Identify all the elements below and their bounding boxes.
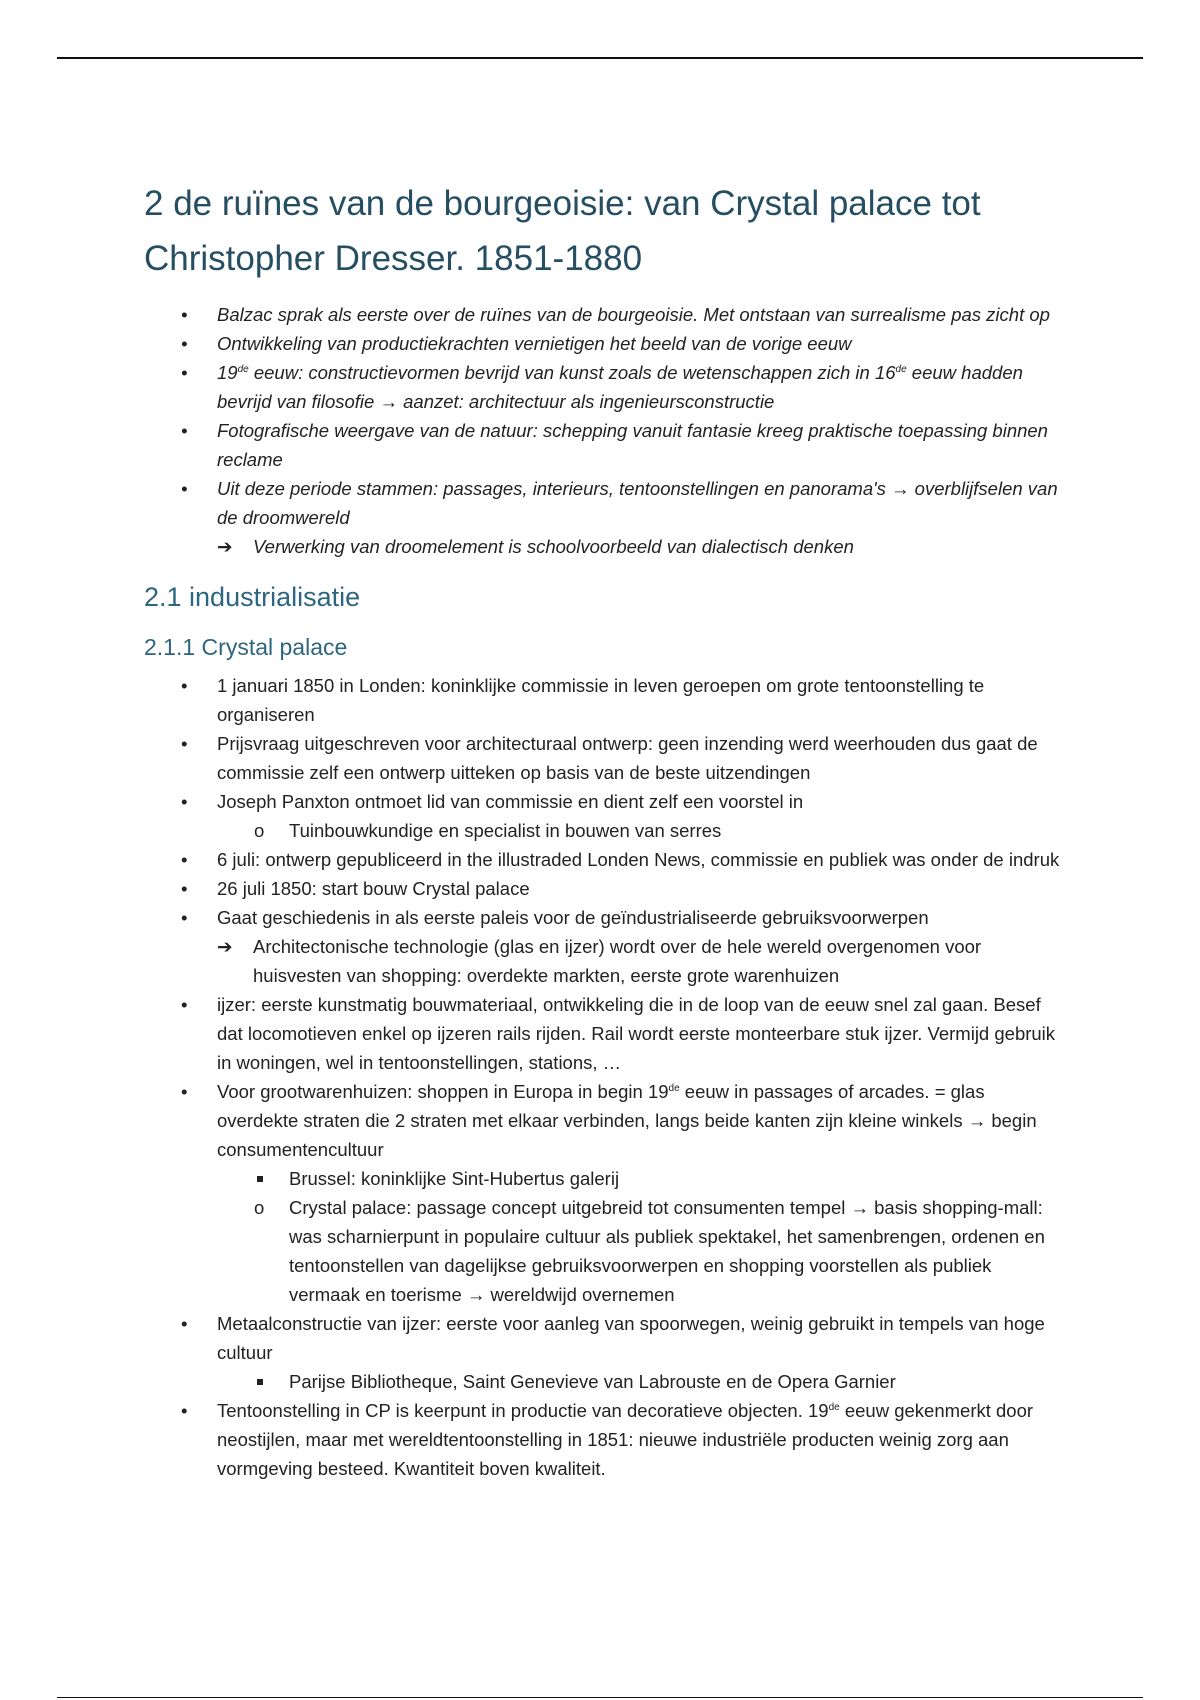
list-item: • 19de eeuw: constructievormen bevrijd van kunst zoals de wetenschappen zich in 16de eeuw hadden bevrijd van filosofie → aanzet: architectuur als ingenieursconstructie [144,358,1064,416]
intro-list [144,300,1064,561]
crystal-palace-list [144,671,1064,1483]
list-item: • Joseph Panxton ontmoet lid van commissie en dient zelf een voorstel in [144,787,1064,816]
subsection-heading: 2.1.1 Crystal palace [144,634,348,660]
list-item: • 26 juli 1850: start bouw Crystal palace [144,874,1064,903]
footer-rule [57,1697,1143,1698]
arrow-icon: ➔ [217,536,233,557]
list-item: • Balzac sprak als eerste over de ruïnes van de bourgeoisie. Met ontstaan van surrealisme pas zicht op [144,300,1064,329]
list-item: Brussel: koninklijke Sint-Hubertus galerij [144,1164,1064,1193]
list-item: ➔ Verwerking van droomelement is schoolvoorbeeld van dialectisch denken [144,532,1064,561]
list-item: • Metaalconstructie van ijzer: eerste voor aanleg van spoorwegen, weinig gebruikt in tempels van hoge cultuur [144,1309,1064,1367]
list-item: • ijzer: eerste kunstmatig bouwmateriaal, ontwikkeling die in de loop van de eeuw snel zal gaan. Besef dat locomotieven enkel op ijzeren rails rijden. Rail wordt eerste monteerbare stuk ijzer. Vermijd gebruik in woningen, wel in tentoonstellingen, stations, … [144,990,1064,1077]
page-title: 2 de ruïnes van de bourgeoisie: van Crystal palace tot Christopher Dresser. 1851-1880 [144,184,981,278]
list-item: • 6 juli: ontwerp gepubliceerd in the illustraded Londen News, commissie en publiek was onder de indruk [144,845,1064,874]
document-body [144,176,1064,1483]
list-item: ➔ Architectonische technologie (glas en ijzer) wordt over de hele wereld overgenomen voor huisvesten van shopping: overdekte markten, eerste grote warenhuizen [144,932,1064,990]
header-rule [57,57,1143,59]
circle-bullet-icon: o [254,820,265,841]
circle-bullet-icon: o [254,1197,265,1218]
list-item: • Fotografische weergave van de natuur: schepping vanuit fantasie kreeg praktische toepassing binnen reclame [144,416,1064,474]
list-item: • Prijsvraag uitgeschreven voor architecturaal ontwerp: geen inzending werd weerhouden dus gaat de commissie zelf een ontwerp uitteken op basis van de beste uitzendingen [144,729,1064,787]
list-item: o Crystal palace: passage concept uitgebreid tot consumenten tempel → basis shopping-mall: was scharnierpunt in populaire cultuur als publiek spektakel, het samenbrengen, ordenen en tentoonstellen van dagelijkse gebruiksvoorwerpen en shopping voorstellen als publiek vermaak en toerisme → wereldwijd overnemen [144,1193,1064,1309]
list-item: Parijse Bibliotheque, Saint Genevieve van Labrouste en de Opera Garnier [144,1367,1064,1396]
list-item: • Tentoonstelling in CP is keerpunt in productie van decoratieve objecten. 19de eeuw gekenmerkt door neostijlen, maar met wereldtentoonstelling in 1851: nieuwe industriële producten weinig zorg aan vormgeving besteed. Kwantiteit boven kwaliteit. [144,1396,1064,1483]
section-heading: 2.1 industrialisatie [144,582,361,612]
list-item: • Ontwikkeling van productiekrachten vernietigen het beeld van de vorige eeuw [144,329,1064,358]
list-item: o Tuinbouwkundige en specialist in bouwen van serres [144,816,1064,845]
list-item: • 1 januari 1850 in Londen: koninklijke commissie in leven geroepen om grote tentoonstelling te organiseren [144,671,1064,729]
list-item: • Voor grootwarenhuizen: shoppen in Europa in begin 19de eeuw in passages of arcades. = glas overdekte straten die 2 straten met elkaar verbinden, langs beide kanten zijn kleine winkels → begin consumentencultuur [144,1077,1064,1164]
list-item: • Uit deze periode stammen: passages, interieurs, tentoonstellingen en panorama's → overblijfselen van de droomwereld [144,474,1064,532]
list-item: • Gaat geschiedenis in als eerste paleis voor de geïndustrialiseerde gebruiksvoorwerpen [144,903,1064,932]
arrow-icon: ➔ [217,936,233,957]
